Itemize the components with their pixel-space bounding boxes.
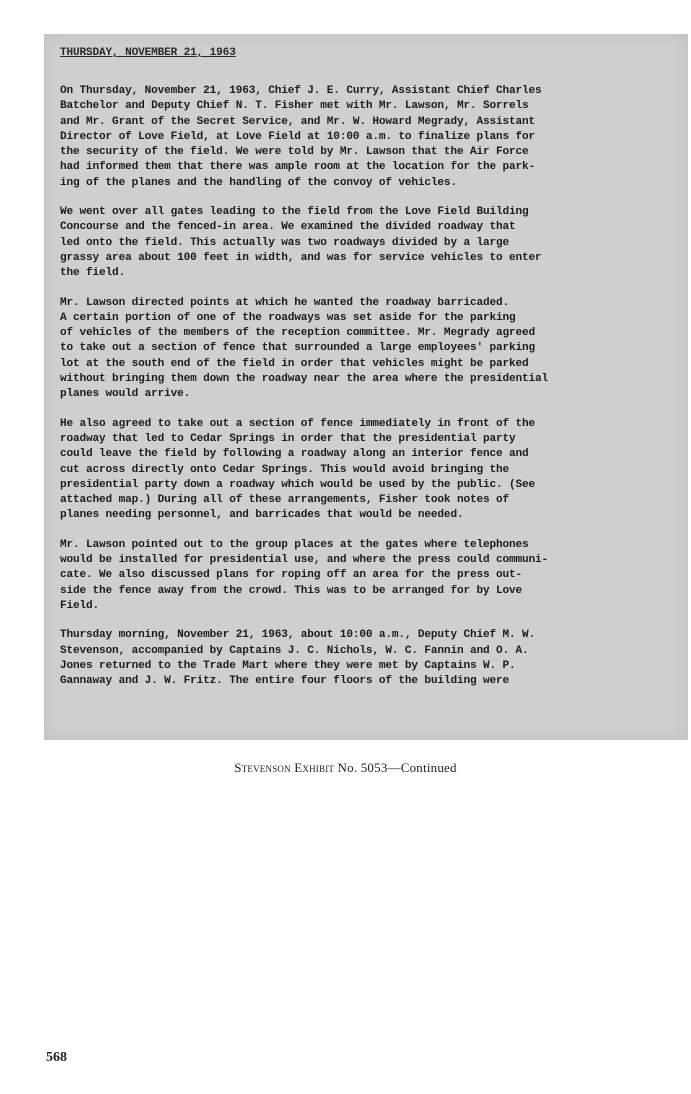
paragraph-4: He also agreed to take out a section of fence immediately in front of the roadway that led to Cedar Springs in order that the presidential party could leave the field by following a roadway along an interior fence and cut across directly onto Cedar Springs. This would avoid bringing the presidential party down a roadway which would be used by the public. (See attached map.) During all of these arrangements, Fisher took notes of planes needing personnel, and barricades that would be needed. [60, 417, 536, 522]
paragraph-6: Thursday morning, November 21, 1963, about 10:00 a.m., Deputy Chief M. W. Stevenson, accompanied by Captains J. C. Nichols, W. C. Fannin and O. A. Jones returned to the Trade Mart where they were met by Captains W. P. Gannaway and J. W. Fritz. The entire four floors of the building were [60, 629, 536, 688]
exhibit-number: No. 5053—Continued [334, 760, 457, 775]
typed-document [60, 46, 672, 703]
exhibit-caption [0, 760, 691, 776]
paragraph-3: Mr. Lawson directed points at which he wanted the roadway barricaded. A certain portion of one of the roadways was set aside for the parking of vehicles of the members of the reception committee. Mr. Megrady agreed to take out a section of fence that surrounded a large employees' parking lot at the south end of the field in order that vehicles might be parked without bringing them down the roadway near the area where the presidential planes would arrive. [60, 296, 549, 401]
paragraph-2: We went over all gates leading to the field from the Love Field Building Concourse and the fenced-in area. We examined the divided roadway that led onto the field. This actually was two roadways divided by a large grassy area about 100 feet in width, and was for service vehicles to enter the field. [60, 206, 542, 280]
paragraph-5: Mr. Lawson pointed out to the group places at the gates where telephones would be installed for presidential use, and where the press could communi- cate. We also discussed plans for roping off an area for the press out- side the fence away from the crowd. This was to be arranged for by Love Field. [60, 538, 549, 612]
document-heading: THURSDAY, NOVEMBER 21, 1963 [60, 47, 236, 59]
page-number: 568 [46, 1050, 67, 1065]
exhibit-name: Stevenson Exhibit [234, 760, 335, 775]
paragraph-1: On Thursday, November 21, 1963, Chief J. E. Curry, Assistant Chief Charles Batchelor and Deputy Chief N. T. Fisher met with Mr. Lawson, Mr. Sorrels and Mr. Grant of the Secret Service, and Mr. W. Howard Megrady, Assistant Director of Love Field, at Love Field at 10:00 a.m. to finalize plans for the security of the field. We were told by Mr. Lawson that the Air Force had informed them that there was ample room at the location for the park- ing of the planes and the handling of the convoy of vehicles. [60, 85, 542, 189]
